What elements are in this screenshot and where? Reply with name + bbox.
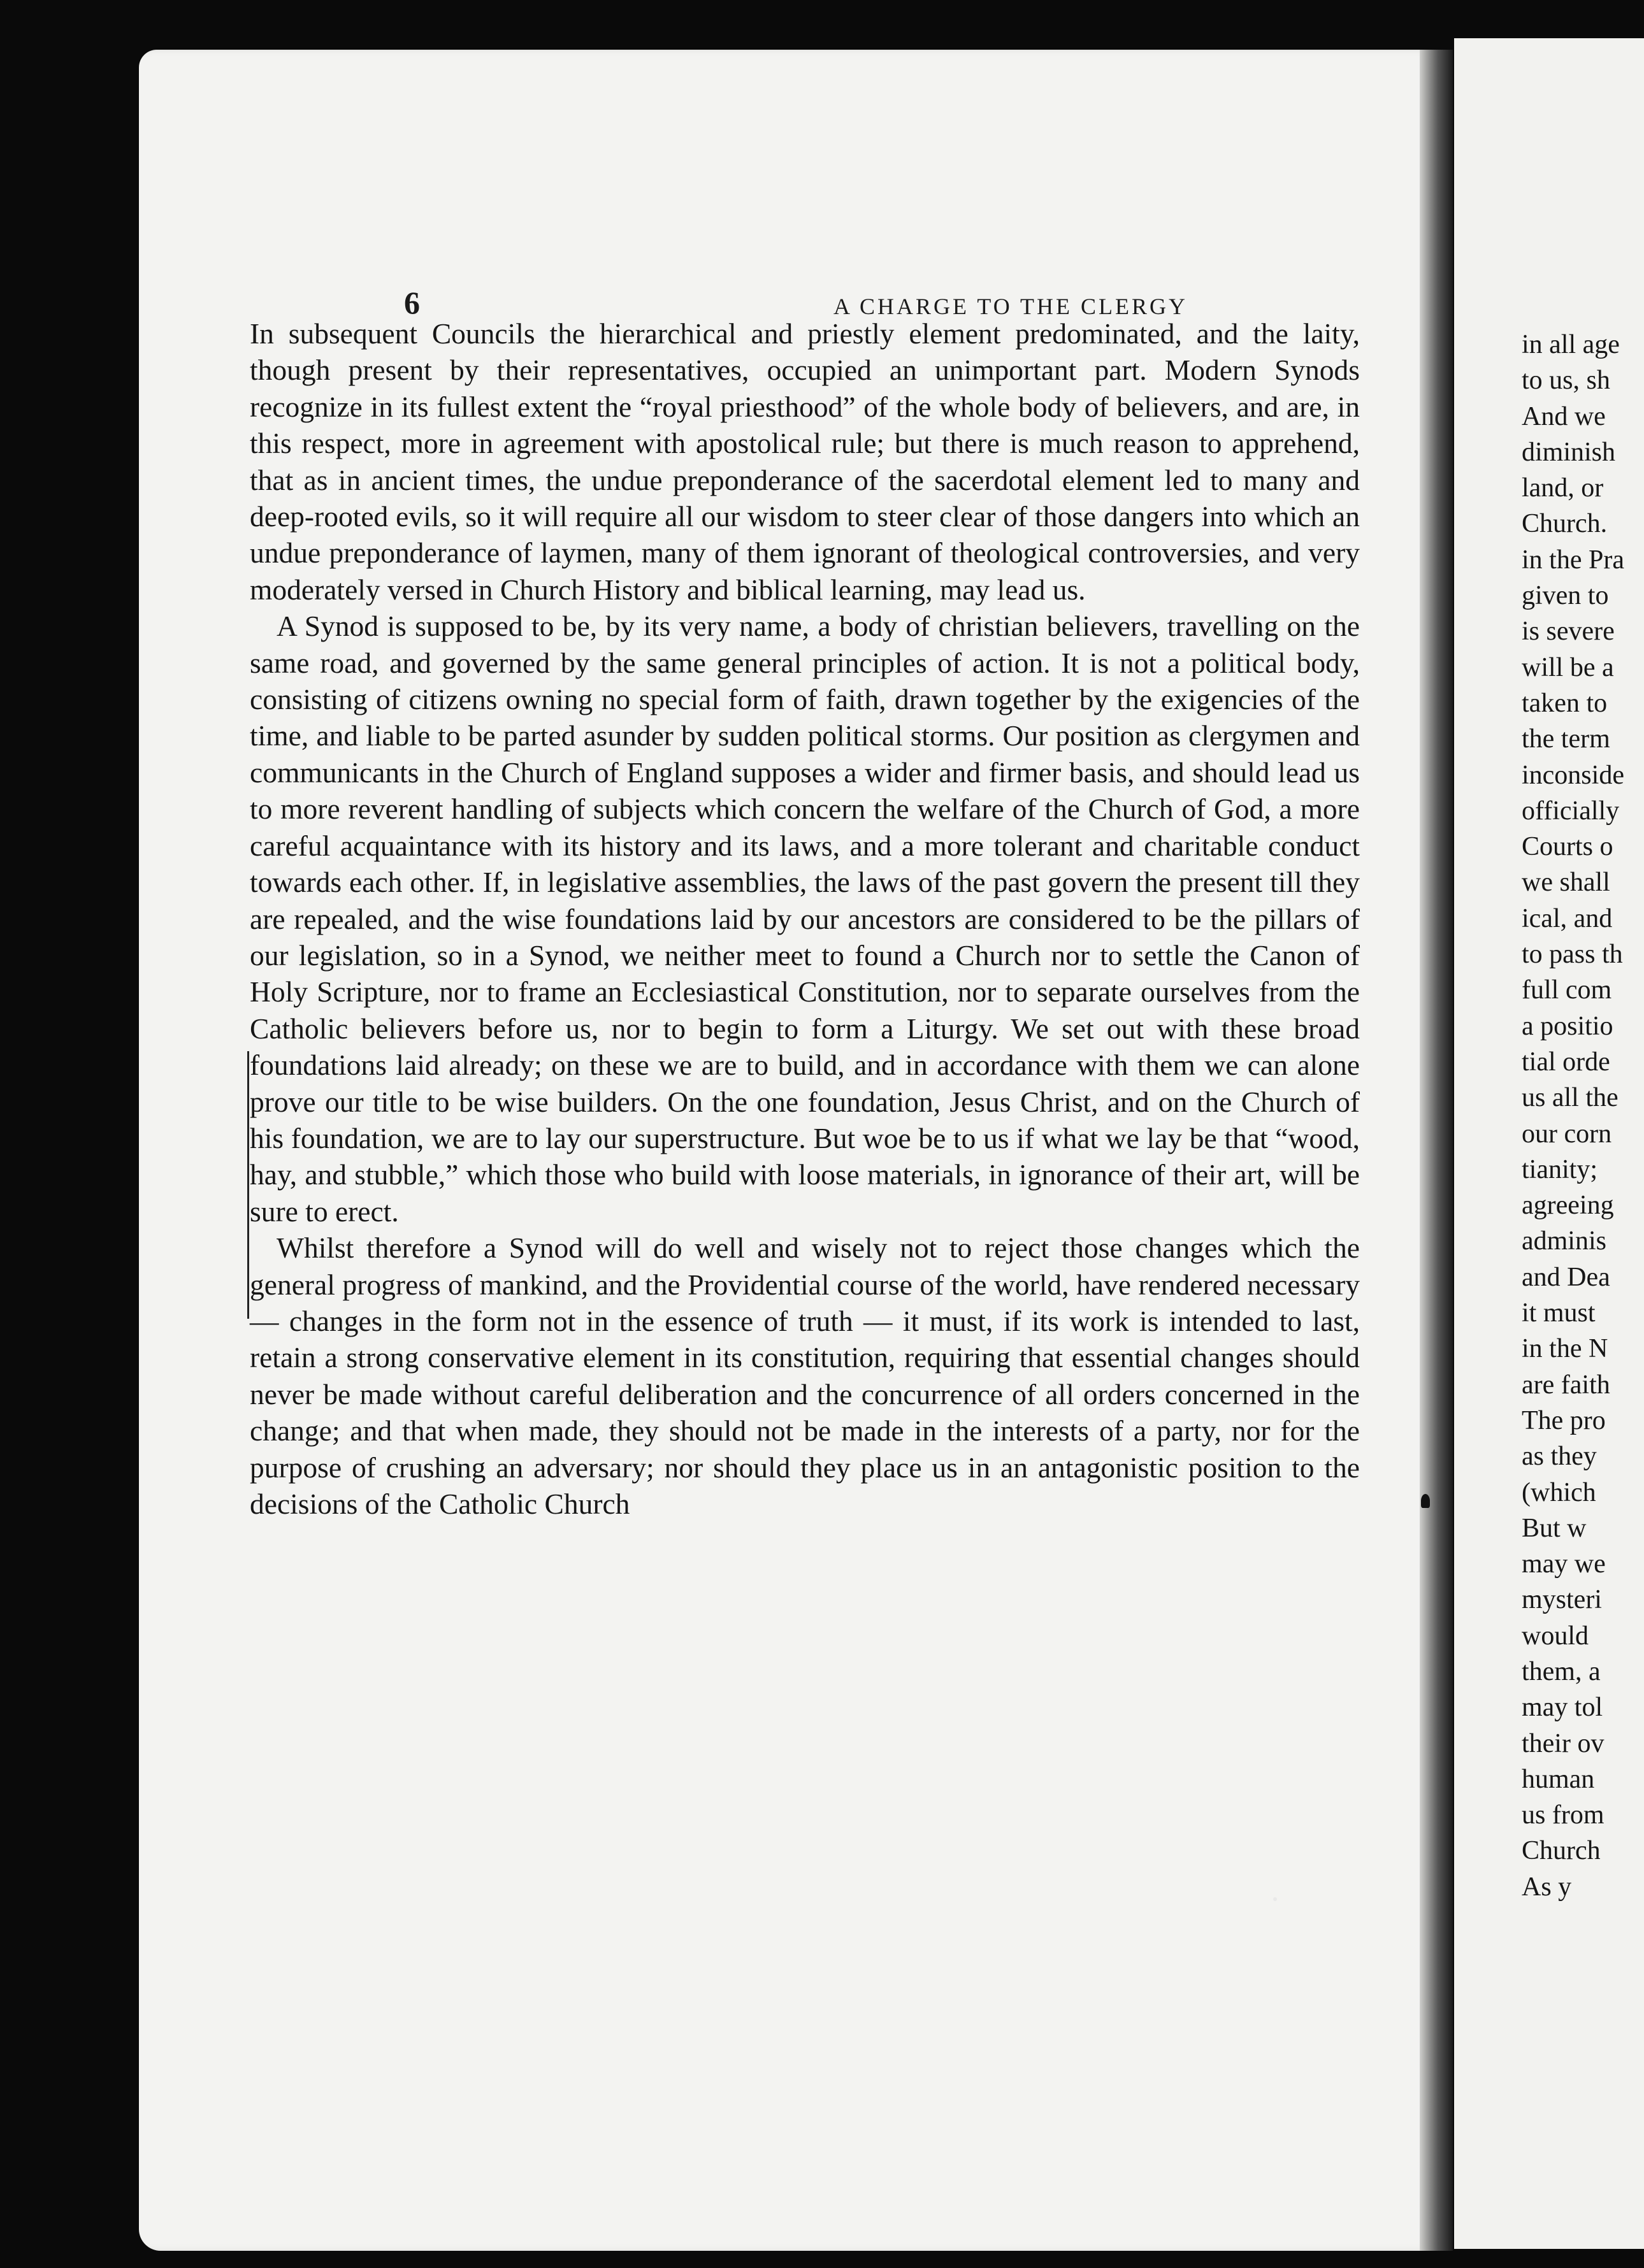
right-page-line: may we xyxy=(1522,1549,1606,1579)
right-page-line: inconside xyxy=(1522,760,1624,790)
right-page-line: may tol xyxy=(1522,1693,1603,1723)
right-page-line: diminish xyxy=(1522,437,1616,467)
right-page-line: as they xyxy=(1522,1442,1597,1472)
right-page-line: the term xyxy=(1522,724,1610,754)
right-page-line: would xyxy=(1522,1621,1589,1651)
right-page-line: land, or xyxy=(1522,473,1604,503)
right-page-line: us all the xyxy=(1522,1083,1619,1113)
right-page-line: in the Pra xyxy=(1522,545,1624,575)
right-page-line: full com xyxy=(1522,975,1612,1005)
right-page-line: in all age xyxy=(1522,330,1620,359)
right-page-line: adminis xyxy=(1522,1226,1606,1256)
right-page-line: (which xyxy=(1522,1477,1596,1507)
right-page-line: to us, sh xyxy=(1522,366,1610,396)
right-page-line: their ov xyxy=(1522,1728,1604,1758)
book-gutter xyxy=(1420,50,1453,2251)
right-page-line: agreeing xyxy=(1522,1191,1614,1221)
right-page-line: our corn xyxy=(1522,1119,1612,1149)
right-page-line: it must xyxy=(1522,1298,1596,1328)
right-page-line: tial orde xyxy=(1522,1047,1610,1077)
right-page-line: ical, and xyxy=(1522,903,1613,933)
right-page-line: will be a xyxy=(1522,652,1614,682)
right-page-text xyxy=(1522,327,1644,1905)
right-page-line: As y xyxy=(1522,1872,1572,1902)
right-page-line: But w xyxy=(1522,1513,1587,1543)
page-number: 6 xyxy=(404,285,420,320)
paragraph-2: A Synod is supposed to be, by its very name, a body of christian believers, travelling on the same road, and governed by the same general principles of action. It is not a political body, consisting of citizens owning no special form of faith, drawn together by the exigencies of the time, and liable to be parted asunder by sudden political storms. Our position as clergymen and communicants in the Church of England supposes a wider and firmer basis, and should lead us to more reverent handling of subjects which concern the welfare of the Church of God, a more careful acquaintance with its history and its laws, and a more tolerant and charitable conduct towards each other. If, in legislative assemblies, the laws of the past govern the present till they are repealed, and the wise foundations laid by our ancestors are considered to be the pillars of our legislation, so in a Synod, we neither meet to found a Church nor to settle the Canon of Holy Scripture, nor to frame an Ecclesiastical Constitution, nor to separate ourselves from the Catholic believers before us, nor to begin to form a Liturgy. We set out with these broad foundations laid already; on these we are to build, and in accordance with them we can alone prove our title to be wise builders. On the one foundation, Jesus Christ, and on the Church of his foundation, we are to lay our superstructure. But woe be to us if what we lay be that “wood, hay, and stubble,” which those who build with loose materials, in ignorance of their art, will be sure to erect. xyxy=(250,610,1360,1228)
running-head-title: A CHARGE TO THE CLERGY xyxy=(833,294,1188,319)
right-page-line: mysteri xyxy=(1522,1585,1602,1615)
right-page-line: The pro xyxy=(1522,1405,1606,1435)
margin-ink-mark xyxy=(1421,1494,1430,1508)
paragraph-1: In subsequent Councils the hierarchical and priestly element predominated, and the laity, though present by their representatives, occupied an unimportant part. Modern Synods recognize in its fullest extent the “royal priesthood” of the whole body of believers, and are, in this respect, more in agreement with apostolical rule; but there is much reason to apprehend, that as in ancient times, the undue preponderance of the sacerdotal element led to many and deep-rooted evils, so it will require all our wisdom to steer clear of those dangers into which an undue preponderance of laymen, many of them ignorant of theological controversies, and very moderately versed in Church History and biblical learning, may lead us. xyxy=(250,317,1360,606)
page-body xyxy=(250,315,1360,1522)
right-page-line: officially xyxy=(1522,796,1620,826)
right-page-line: Church. xyxy=(1522,509,1608,539)
right-page-line: Church xyxy=(1522,1836,1601,1866)
paper-speck xyxy=(1273,1897,1277,1901)
paragraph-3: Whilst therefore a Synod will do well and wisely not to reject those changes which the general progress of mankind, and the Providential course of the world, have rendered necessary — changes in the form not in the essence of truth — it must, if its work is intended to last, retain a strong conservative element in its constitution, requiring that essential changes should never be made without careful deliberation and the concurrence of all orders concerned in the change; and that when made, they should not be made in the interests of a party, nor for the purpose of crushing an adversary; nor should they place us in an antagonistic position to the decisions of the Catholic Church xyxy=(250,1231,1360,1520)
right-page-line: tianity; xyxy=(1522,1154,1597,1184)
right-page-line: a positio xyxy=(1522,1011,1613,1041)
right-page-line: to pass th xyxy=(1522,940,1623,970)
right-page-line: is severe xyxy=(1522,617,1615,647)
right-page-line: Courts o xyxy=(1522,832,1613,862)
right-page-line: and Dea xyxy=(1522,1262,1610,1292)
margin-marking-line xyxy=(247,1051,249,1319)
right-page-line: in the N xyxy=(1522,1334,1608,1364)
right-page-line: given to xyxy=(1522,581,1609,611)
right-page-line: taken to xyxy=(1522,688,1608,718)
right-page-line: them, a xyxy=(1522,1656,1601,1686)
right-page-line: are faith xyxy=(1522,1370,1610,1400)
right-page-line: us from xyxy=(1522,1800,1604,1830)
right-page-line: human xyxy=(1522,1764,1595,1794)
right-page-line: we shall xyxy=(1522,868,1610,898)
right-page-line: And we xyxy=(1522,401,1606,431)
